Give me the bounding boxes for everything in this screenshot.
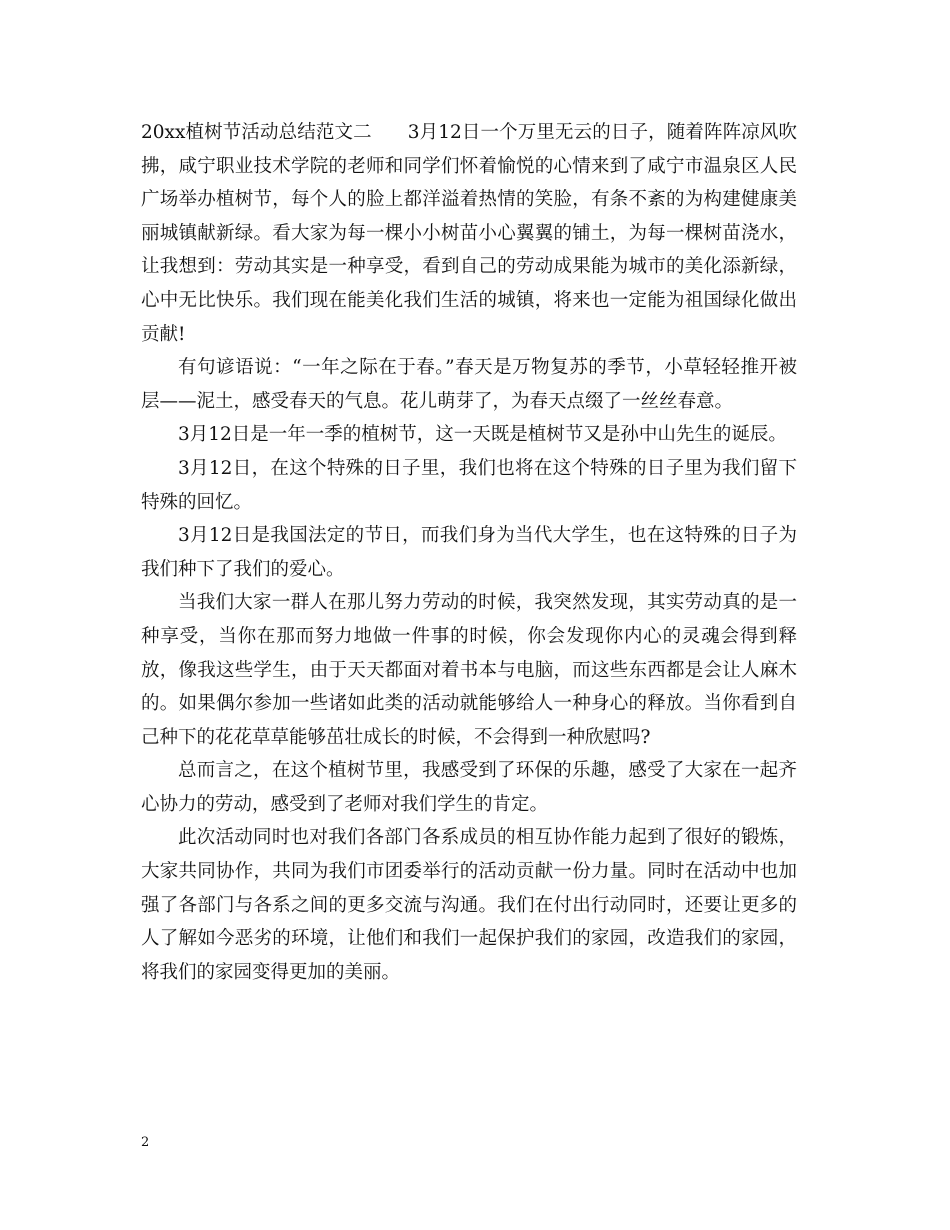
paragraph-7: 总而言之，在这个植树节里，我感受到了环保的乐趣，感受了大家在一起齐心协力的劳动，感受到了老师对我们学生的肯定。 [141, 760, 797, 815]
document-heading: 20xx植树节活动总结范文二 [141, 122, 372, 143]
paragraph-5: 3月12日是我国法定的节日，而我们身为当代大学生，也在这特殊的日子为我们种下了我们的爱心。 [141, 525, 797, 580]
document-body [141, 116, 797, 989]
paragraph-8: 此次活动同时也对我们各部门各系成员的相互协作能力起到了很好的锻炼，大家共同协作，共同为我们市团委举行的活动贡献一份力量。同时在活动中也加强了各部门与各系之间的更多交流与沟通。我们在付出行动同时，还要让更多的人了解如今恶劣的环境，让他们和我们一起保护我们的家园，改造我们的家园，将我们的家园变得更加的美丽。 [141, 827, 797, 983]
page-number: 2 [141, 1135, 150, 1150]
paragraph-1: 3月12日一个万里无云的日子，随着阵阵凉风吹拂，咸宁职业技术学院的老师和同学们怀着愉悦的心情来到了咸宁市温泉区人民广场举办植树节，每个人的脸上都洋溢着热情的笑脸，有条不紊的为构建健康美丽城镇献新绿。看大家为每一棵小小树苗小心翼翼的铺土，为每一棵树苗浇水，让我想到：劳动其实是一种享受，看到自己的劳动成果能为城市的美化添新绿，心中无比快乐。我们现在能美化我们生活的城镇，将来也一定能为祖国绿化做出贡献! [141, 122, 797, 345]
first-paragraph [141, 116, 797, 351]
paragraph-3: 3月12日是一年一季的植树节，这一天既是植树节又是孙中山先生的诞辰。 [178, 424, 787, 446]
paragraph-6: 当我们大家一群人在那儿努力劳动的时候，我突然发现，其实劳动真的是一种享受，当你在那而努力地做一件事的时候，你会发现你内心的灵魂会得到释放，像我这些学生，由于天天都面对着书本与电脑，而这些东西都是会让人麻木的。如果偶尔参加一些诸如此类的活动就能够给人一种身心的释放。当你看到自己种下的花花草草能够茁壮成长的时候，不会得到一种欣慰吗? [141, 592, 797, 748]
paragraph-4: 3月12日，在这个特殊的日子里，我们也将在这个特殊的日子里为我们留下特殊的回忆。 [141, 457, 797, 513]
paragraph-2: 有句谚语说：“一年之际在于春。”春天是万物复苏的季节，小草轻轻推开被层——泥土，感受春天的气息。花儿萌芽了，为春天点缀了一丝丝春意。 [141, 357, 797, 412]
